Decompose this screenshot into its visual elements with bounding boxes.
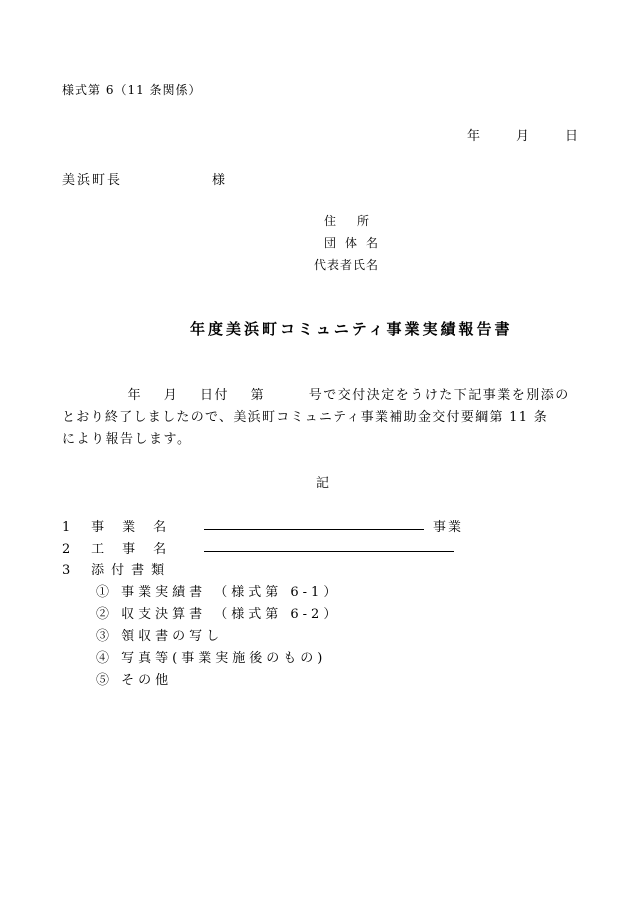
addressee [62, 169, 226, 188]
date-year: 年 [466, 129, 480, 144]
item-2 [62, 538, 184, 557]
document-title: 年度美浜町コミュニティ事業実績報告書 [190, 320, 513, 338]
item-1-label: 事業名 [91, 520, 185, 535]
item-2-label: 工事名 [91, 542, 185, 557]
addressee-honorific: 様 [212, 173, 226, 188]
sender-block [314, 210, 390, 276]
item-2-underline [204, 551, 454, 552]
sender-address-label: 住所 [324, 214, 391, 228]
item-1-suffix: 事業 [433, 520, 464, 535]
date-day: 日 [564, 129, 578, 144]
attachment-item: ④ 写真等(事業実施後のもの) [96, 651, 327, 666]
body-day: 日付 [199, 388, 229, 403]
item-3 [62, 559, 171, 578]
body-line-3: により報告します。 [62, 432, 192, 447]
sender-group-label: 団体名 [324, 236, 388, 250]
item-3-number: 3 [62, 563, 72, 578]
item-1-number: 1 [62, 520, 72, 535]
ki-heading: 記 [316, 476, 330, 491]
body-month: 月 [163, 388, 179, 403]
item-3-label: 添付書類 [91, 563, 172, 578]
body-line-1-rest: 号で交付決定をうけた下記事業を別添の [308, 388, 570, 403]
date-line [467, 125, 578, 144]
item-1-underline [204, 529, 424, 530]
date-month: 月 [515, 129, 529, 144]
attachment-item: ② 収支決算書 （様式第 6-2） [96, 607, 341, 622]
body-dai: 第 [250, 388, 266, 403]
item-2-number: 2 [62, 542, 72, 557]
attachment-item: ① 事業実績書 （様式第 6-1） [96, 585, 341, 600]
attachment-item: ③ 領収書の写し [96, 629, 224, 644]
attachment-item: ⑤ その他 [96, 673, 173, 688]
item-1 [62, 516, 184, 535]
body-line-1 [62, 384, 582, 403]
addressee-name: 美浜町長 [62, 173, 123, 188]
form-number: 様式第 6（11 条関係） [62, 83, 202, 97]
body-line-2: とおり終了しましたので、美浜町コミュニティ事業補助金交付要綱第 11 条 [62, 410, 549, 425]
body-year: 年 [127, 388, 143, 403]
sender-representative-label: 代表者氏名 [314, 258, 380, 272]
